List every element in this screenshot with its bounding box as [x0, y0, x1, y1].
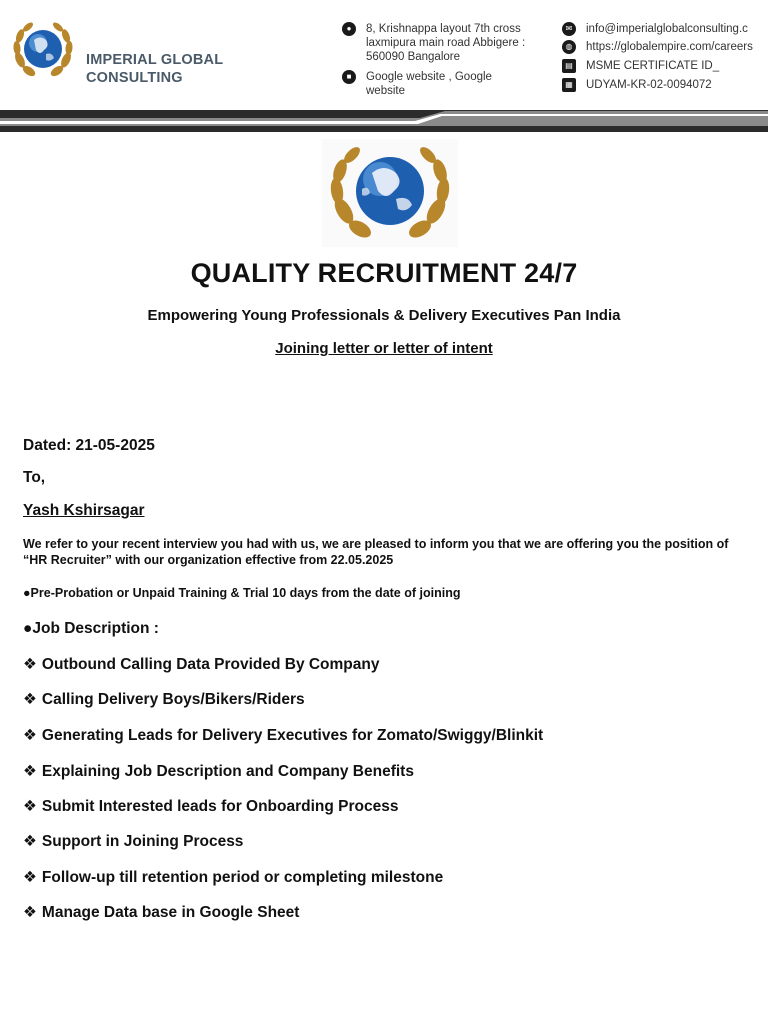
- address-line2: laxmipura main road Abbigere :: [366, 37, 526, 49]
- udyam-number: UDYAM-KR-02-0094072: [586, 79, 712, 91]
- maps-line1[interactable]: Google website , Google: [366, 71, 492, 83]
- diamond-bullet-icon: ❖: [23, 798, 37, 815]
- diamond-bullet-icon: ❖: [23, 869, 37, 886]
- document-type: [0, 340, 768, 357]
- company-name-line1: IMPERIAL GLOBAL: [86, 52, 224, 68]
- website-link[interactable]: https://globalempire.com/careers: [586, 41, 753, 53]
- maps-line2[interactable]: website: [366, 85, 405, 97]
- letter-title: QUALITY RECRUITMENT 24/7: [190, 258, 578, 288]
- duty-text: Generating Leads for Delivery Executives for Zomato/Swiggy/Blinkit: [41, 727, 544, 744]
- map-icon: ■: [342, 70, 356, 84]
- diamond-bullet-icon: ❖: [23, 833, 37, 850]
- duty-item: [23, 868, 443, 887]
- letter-logo: [322, 139, 458, 247]
- duty-item: [23, 797, 398, 816]
- duty-item: [23, 832, 243, 851]
- address-line3: 560090 Bangalore: [366, 51, 460, 63]
- duty-text: Support in Joining Process: [41, 833, 244, 850]
- duty-text: Calling Delivery Boys/Bikers/Riders: [41, 691, 305, 708]
- company-logo: [10, 20, 76, 82]
- duty-text: Explaining Job Description and Company Benefits: [41, 763, 414, 780]
- duty-item: [23, 762, 414, 781]
- letter-date: Dated: 21-05-2025: [23, 437, 155, 454]
- letterhead: [0, 0, 768, 110]
- recipient-name: Yash Kshirsagar: [23, 502, 145, 519]
- salutation-to: To,: [23, 469, 46, 486]
- location-pin-icon: ●: [342, 22, 356, 36]
- globe-icon: ◍: [562, 40, 576, 54]
- duty-text: Submit Interested leads for Onboarding Process: [41, 798, 399, 815]
- company-name: [86, 51, 223, 87]
- letter-subtitle: Empowering Young Professionals & Delivery Executives Pan India: [147, 307, 621, 324]
- diamond-bullet-icon: ❖: [23, 691, 37, 708]
- training-note: ●Pre-Probation or Unpaid Training & Trial 10 days from the date of joining: [23, 586, 461, 600]
- duty-item: [23, 690, 305, 709]
- certificate-icon: ▦: [562, 78, 576, 92]
- diamond-bullet-icon: ❖: [23, 727, 37, 744]
- msme-label: MSME CERTIFICATE ID_: [586, 60, 720, 72]
- duty-item: [23, 903, 299, 922]
- printer-icon: ▤: [562, 59, 576, 73]
- email-icon: ✉: [562, 22, 576, 36]
- diamond-bullet-icon: ❖: [23, 763, 37, 780]
- duty-text: Manage Data base in Google Sheet: [41, 904, 300, 921]
- document-type-text: Joining letter or letter of intent: [275, 340, 493, 357]
- job-description-heading: ●Job Description :: [23, 620, 159, 637]
- duty-item: [23, 726, 543, 745]
- company-name-line2: CONSULTING: [86, 70, 183, 86]
- diamond-bullet-icon: ❖: [23, 904, 37, 921]
- address-line1: 8, Krishnappa layout 7th cross: [366, 23, 521, 35]
- email-link[interactable]: info@imperialglobalconsulting.c: [586, 23, 748, 35]
- offer-paragraph: We refer to your recent interview you had with us, we are pleased to inform you that we are offering you the position of “HR Recruiter” with our organization effective from 22.05.2025: [23, 537, 729, 567]
- duty-text: Follow-up till retention period or completing milestone: [41, 869, 444, 886]
- duty-text: Outbound Calling Data Provided By Company: [41, 656, 380, 673]
- header-divider-band: [0, 110, 768, 132]
- duty-item: [23, 655, 380, 674]
- diamond-bullet-icon: ❖: [23, 656, 37, 673]
